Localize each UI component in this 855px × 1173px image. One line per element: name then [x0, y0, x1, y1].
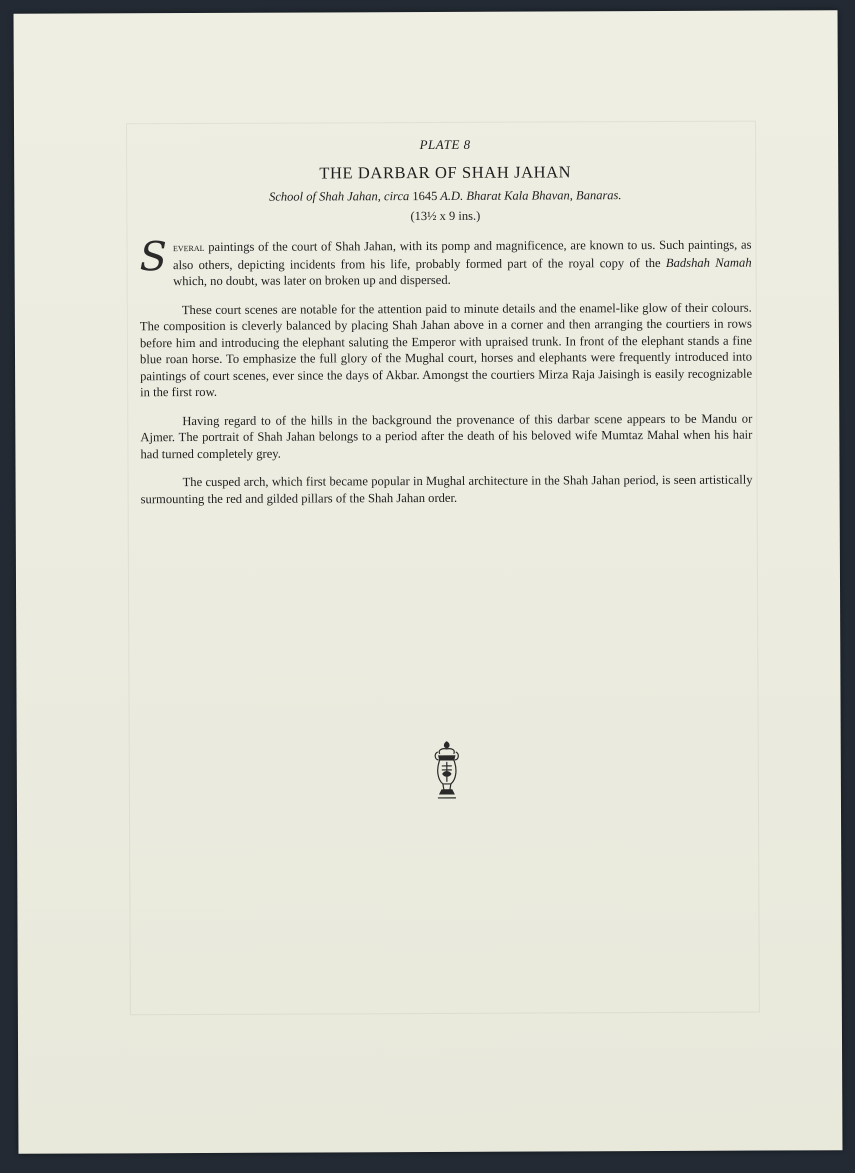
- urn-ornament-icon: [432, 740, 462, 802]
- paragraph-2: These court scenes are notable for the attention paid to minute details and the enamel-like glow of their colours. The composition is cleverly balanced by placing Shah Jahan above in a corner and then arranging the courtiers in rows before him and introducing the elephant saluting the Emperor with upraised trunk. In front of the elephant stands a fine blue roan horse. To emphasize the full glory of the Mughal court, horses and elephants were frequently introduced into paintings of court scenes, ever since the days of Akbar. Amongst the courtiers Mirza Raja Jaisingh is easily recognizable in the first row.: [139, 300, 753, 400]
- subtitle-year: 1645: [412, 188, 438, 204]
- paragraph-1-italic: Badshah Namah: [665, 255, 752, 270]
- paragraph-1-text-a: paintings of the court of Shah Jahan, with its pomp and magnificence, are known to us. Such paintings, as also others, depicting incidents from his life, probably formed part of the royal copy of the: [172, 237, 752, 272]
- paragraph-1: [139, 234, 752, 290]
- subtitle-circa: circa: [383, 189, 410, 204]
- page-content: [139, 136, 753, 520]
- subtitle: [139, 188, 751, 206]
- subtitle-school: School of Shah Jahan,: [269, 189, 381, 204]
- paragraph-4: The cusped arch, which first became popular in Mughal architecture in the Shah Jahan period, is seen artistically surmounting the red and gilded pillars of the Shah Jahan order.: [140, 472, 753, 506]
- dimensions: (13½ x 9 ins.): [410, 208, 481, 224]
- paragraph-1-smallcaps: everal: [172, 241, 205, 255]
- page-title: THE DARBAR OF SHAH JAHAN: [319, 162, 572, 183]
- plate-number: PLATE 8: [419, 136, 471, 153]
- subtitle-rest: A.D. Bharat Kala Bhavan, Banaras.: [440, 188, 622, 203]
- drop-cap: S: [139, 234, 168, 281]
- paragraph-1-text-b: which, no doubt, was later on broken up and dispersed.: [173, 272, 451, 289]
- paragraph-3: Having regard to of the hills in the background the provenance of this darbar scene appears to be Mandu or Ajmer. The portrait of Shah Jahan belongs to a period after the death of his beloved wife Mumtaz Mahal when his hair had turned completely grey.: [140, 411, 753, 461]
- paper-sheet: [14, 10, 843, 1154]
